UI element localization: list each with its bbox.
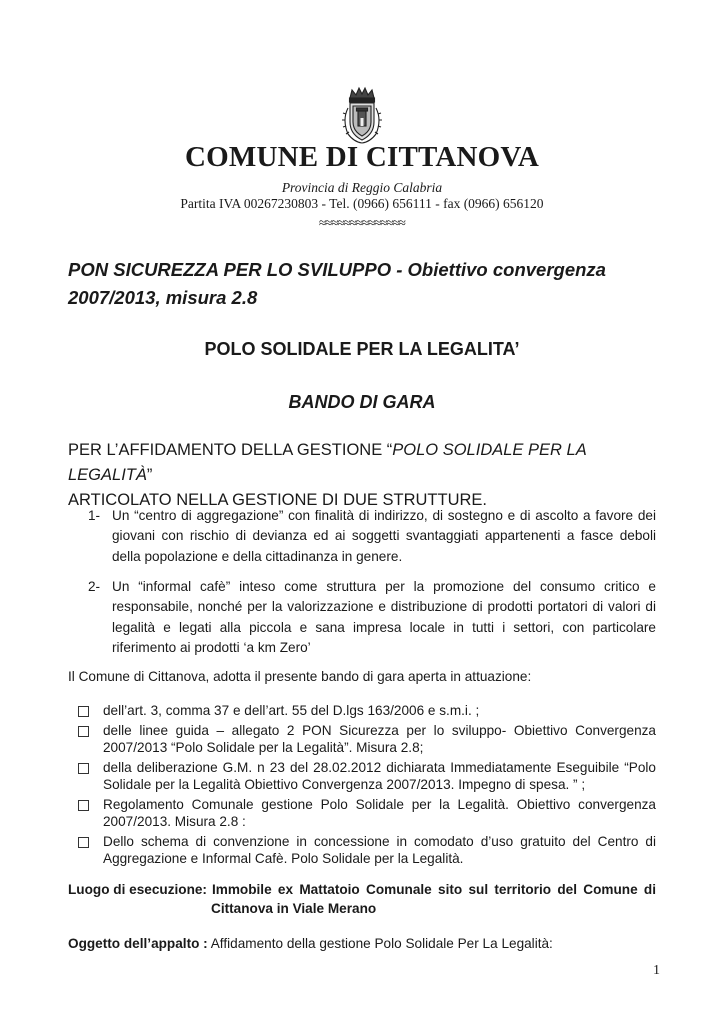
polo-title: POLO SOLIDALE PER LA LEGALITA’ — [204, 339, 520, 359]
list-item-text: Un “centro di aggregazione” con finalità di indirizzo, di sostegno e di ascolto a favore dei giovani con rischio di devianza ed ai soggetti svantaggiati appartenenti a fasce deboli della popolazione e della cittadinanza in genere. — [112, 508, 656, 564]
affidamento-line1 — [68, 438, 668, 488]
numbered-list-item-2 — [88, 577, 656, 659]
luogo-text-line1: Immobile ex Mattatoio Comunale sito sul territorio del Comune di — [211, 882, 656, 897]
affidamento-italic: POLO SOLIDALE PER LA LEGALITÀ — [68, 441, 587, 484]
checkbox-icon — [78, 763, 89, 774]
affidamento-suffix: ” — [146, 466, 153, 484]
oggetto-label: Oggetto dell’appalto : — [68, 936, 208, 951]
list-item — [78, 702, 656, 720]
pon-title-line2: 2007/2013, misura 2.8 — [68, 287, 258, 308]
pon-title — [68, 256, 668, 312]
list-item — [78, 796, 656, 831]
page-number: 1 — [653, 963, 660, 978]
org-name: COMUNE DI CITTANOVA — [185, 141, 539, 173]
checkbox-icon — [78, 706, 89, 717]
list-item-text: delle linee guida – allegato 2 PON Sicurezza per lo sviluppo- Obiettivo Convergenza 2007/2013 “Polo Solidale per la Legalità”. Misura 2.8; — [103, 722, 656, 755]
org-province: Provincia di Reggio Calabria — [281, 180, 443, 195]
luogo-label: Luogo di esecuzione: — [68, 882, 207, 897]
list-item-text: dell’art. 3, comma 37 e dell’art. 55 del D.lgs 163/2006 e s.m.i. ; — [103, 703, 480, 718]
numbered-list-item-1 — [88, 506, 656, 567]
checkbox-icon — [78, 800, 89, 811]
list-item-text: Regolamento Comunale gestione Polo Solidale per la Legalità. Obiettivo convergenza 2007/2013. Misura 2.8 : — [103, 796, 656, 829]
list-item — [78, 833, 656, 868]
luogo-esecuzione — [68, 880, 656, 918]
list-marker: 2- — [88, 579, 101, 594]
affidamento-prefix: PER L’AFFIDAMENTO DELLA GESTIONE “ — [68, 441, 393, 459]
municipal-crest-icon — [340, 86, 384, 146]
list-item — [78, 759, 656, 794]
header-divider: ≈≈≈≈≈≈≈≈≈≈≈≈≈≈ — [319, 215, 405, 230]
checkbox-icon — [78, 726, 89, 737]
affidamento-title — [68, 438, 668, 513]
org-contacts: Partita IVA 00267230803 - Tel. (0966) 656111 - fax (0966) 656120 — [180, 196, 544, 211]
list-item — [78, 722, 656, 757]
oggetto-appalto — [68, 934, 656, 953]
luogo-text-line2: Cittanova in Viale Merano — [211, 901, 377, 916]
list-marker: 1- — [88, 508, 101, 523]
bando-title: BANDO DI GARA — [288, 392, 436, 412]
intro-paragraph: Il Comune di Cittanova, adotta il presente bando di gara aperta in attuazione: — [68, 669, 532, 684]
list-item-text: Un “informal cafè” inteso come struttura per la promozione del consumo critico e responsabile, nonché per la valorizzazione e distribuzione di prodotti portatori di valori di legalità e legati alla piccola e sana impresa locale in tutti i settori, con particolare riferimento ai prodotti ‘a km Zero’ — [112, 579, 656, 656]
list-item-text: Dello schema di convenzione in concessione in comodato d’uso gratuito del Centro di Aggregazione e Informal Cafè. Polo Solidale per la Legalità. — [103, 833, 656, 866]
checkbox-icon — [78, 837, 89, 848]
affidamento-line2: ARTICOLATO NELLA GESTIONE DI DUE STRUTTURE. — [68, 491, 487, 509]
list-item-text: della deliberazione G.M. n 23 del 28.02.2012 dichiarata Immediatamente Eseguibile “Polo Solidale per la Legalità Obiettivo Convergenza 2007/2013. Impegno di spesa. ” ; — [103, 759, 656, 792]
oggetto-text: Affidamento della gestione Polo Solidale Per La Legalità: — [207, 936, 553, 951]
pon-title-line1: PON SICUREZZA PER LO SVILUPPO - Obiettivo convergenza — [68, 259, 606, 280]
check-list — [78, 702, 656, 868]
